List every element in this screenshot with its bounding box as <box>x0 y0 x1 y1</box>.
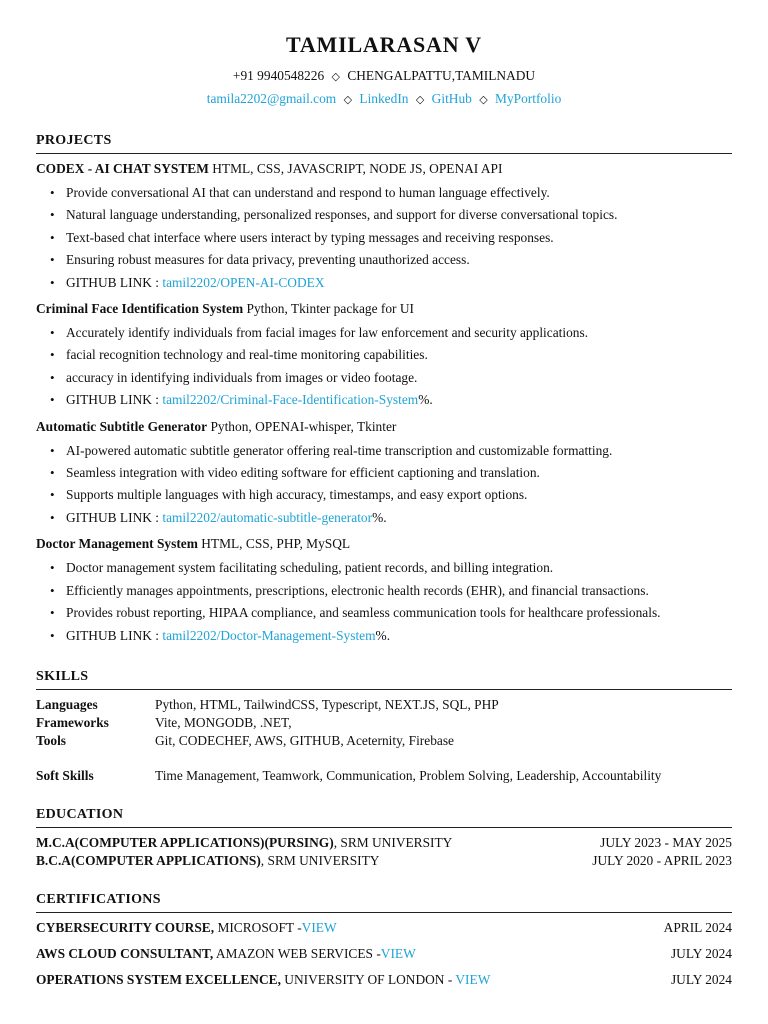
skill-value: Git, CODECHEF, AWS, GITHUB, Aceternity, Firebase <box>155 732 454 748</box>
list-item: • Doctor management system facilitating scheduling, patient records, and billing integration. <box>36 557 732 579</box>
education-dates: JULY 2020 - APRIL 2023 <box>592 852 732 868</box>
skill-row-languages <box>36 696 732 714</box>
certifications-list <box>36 915 732 993</box>
education-entry <box>36 834 452 852</box>
skill-key: Frameworks <box>36 714 109 730</box>
list-item: • Text-based chat interface where users interact by typing messages and receiving responses. <box>36 227 732 249</box>
github-repo-link[interactable]: tamil2202/OPEN-AI-CODEX <box>162 274 325 290</box>
skills-heading: SKILLS <box>36 669 732 690</box>
contact-line-2 <box>36 88 732 111</box>
separator-diamond-icon: ◇ <box>479 94 488 106</box>
separator-diamond-icon: ◇ <box>343 94 353 106</box>
cert-issuer: UNIVERSITY OF LONDON - <box>280 971 456 987</box>
project-title: Doctor Management System <box>36 536 198 552</box>
project-header <box>36 535 732 553</box>
github-list-item <box>36 272 732 294</box>
projects-heading: PROJECTS <box>36 133 732 154</box>
github-label: GITHUB LINK : <box>66 392 159 408</box>
project-bullets <box>36 182 732 294</box>
project-header <box>36 160 732 178</box>
cert-date: JULY 2024 <box>670 945 732 961</box>
degree: B.C.A(COMPUTER APPLICATIONS) <box>36 852 261 868</box>
certifications-heading: CERTIFICATIONS <box>36 892 732 913</box>
list-item: • Accurately identify individuals from facial images for law enforcement and security applications. <box>36 322 732 344</box>
list-item: • accuracy in identifying individuals from images or video footage. <box>36 367 732 389</box>
education-heading: EDUCATION <box>36 807 732 828</box>
list-item: • Provide conversational AI that can understand and respond to human language effectively. <box>36 182 732 204</box>
location: CHENGALPATTU,TAMILNADU <box>347 68 536 83</box>
project-tech: HTML, CSS, PHP, MySQL <box>201 536 351 552</box>
cert-entry <box>36 967 490 993</box>
degree: M.C.A(COMPUTER APPLICATIONS)(PURSING) <box>36 834 334 850</box>
skill-row-soft-skills <box>36 767 732 785</box>
skill-row-tools <box>36 732 732 750</box>
contact-line-1 <box>36 65 732 88</box>
skill-value: Time Management, Teamwork, Communication, Problem Solving, Leadership, Accountability <box>155 767 662 783</box>
email-link[interactable]: tamila2202@gmail.com <box>206 91 337 106</box>
skill-value: Python, HTML, TailwindCSS, Typescript, NEXT.JS, SQL, PHP <box>155 696 499 712</box>
github-repo-link[interactable]: tamil2202/Doctor-Management-System <box>162 627 376 643</box>
skills-list <box>36 696 732 785</box>
list-item: • Natural language understanding, personalized responses, and support for diverse conversational topics. <box>36 204 732 226</box>
github-repo-link[interactable]: tamil2202/Criminal-Face-Identification-System <box>162 392 419 408</box>
project-bullets <box>36 440 732 530</box>
github-label: GITHUB LINK : <box>66 509 159 525</box>
education-dates: JULY 2023 - MAY 2025 <box>600 834 732 850</box>
project-codex <box>36 160 732 294</box>
education-list <box>36 834 732 870</box>
github-suffix: %. <box>372 509 387 525</box>
project-title: CODEX - AI CHAT SYSTEM <box>36 161 209 176</box>
project-title: Criminal Face Identification System <box>36 301 244 317</box>
cert-row-aws <box>36 941 732 967</box>
github-list-item <box>36 507 732 529</box>
cert-date: JULY 2024 <box>670 971 732 987</box>
list-item: • Seamless integration with video editing software for efficient captioning and translation. <box>36 462 732 484</box>
project-bullets <box>36 322 732 412</box>
cert-entry <box>36 941 416 967</box>
education-row-bca <box>36 852 732 870</box>
list-item: • facial recognition technology and real-time monitoring capabilities. <box>36 344 732 366</box>
project-header <box>36 300 732 318</box>
education-entry <box>36 852 379 870</box>
cert-view-link[interactable]: VIEW <box>301 919 337 935</box>
github-list-item <box>36 625 732 647</box>
skill-key: Languages <box>36 696 98 712</box>
github-list-item <box>36 389 732 411</box>
github-repo-link[interactable]: tamil2202/automatic-subtitle-generator <box>162 509 373 525</box>
cert-course: OPERATIONS SYSTEM EXCELLENCE, <box>36 971 281 987</box>
skill-row-frameworks <box>36 714 732 732</box>
cert-row-cybersecurity <box>36 915 732 941</box>
separator-diamond-icon: ◇ <box>331 71 340 83</box>
resume-page <box>36 30 732 993</box>
candidate-name: TAMILARASAN V <box>286 32 482 57</box>
cert-course: CYBERSECURITY COURSE, <box>36 919 215 935</box>
list-item: • AI-powered automatic subtitle generator offering real-time transcription and customizable formatting. <box>36 440 732 462</box>
cert-date: APRIL 2024 <box>663 919 732 935</box>
project-criminal-face <box>36 300 732 412</box>
project-title: Automatic Subtitle Generator <box>36 418 208 434</box>
cert-issuer: AMAZON WEB SERVICES - <box>213 945 381 961</box>
list-item: • Ensuring robust measures for data privacy, preventing unauthorized access. <box>36 249 732 271</box>
project-tech: HTML, CSS, JAVASCRIPT, NODE JS, OPENAI API <box>212 161 503 176</box>
education-row-mca <box>36 834 732 852</box>
project-subtitle-generator <box>36 418 732 530</box>
list-item: • Supports multiple languages with high accuracy, timestamps, and easy export options. <box>36 484 732 506</box>
project-header <box>36 418 732 436</box>
github-label: GITHUB LINK : <box>66 274 159 290</box>
school: , SRM UNIVERSITY <box>333 834 453 850</box>
linkedin-link[interactable]: LinkedIn <box>359 91 409 106</box>
cert-view-link[interactable]: VIEW <box>380 945 416 961</box>
github-suffix: %. <box>418 392 433 408</box>
github-suffix: %. <box>375 627 391 643</box>
skill-key: Soft Skills <box>36 767 94 783</box>
phone-number: +91 9940548226 <box>232 68 325 83</box>
contact-block <box>36 65 732 111</box>
github-link[interactable]: GitHub <box>431 91 472 106</box>
github-label: GITHUB LINK : <box>66 627 159 643</box>
separator-diamond-icon: ◇ <box>415 94 425 106</box>
project-doctor-management <box>36 535 732 647</box>
list-item: • Efficiently manages appointments, prescriptions, electronic health records (EHR), and financial transactions. <box>36 580 732 602</box>
portfolio-link[interactable]: MyPortfolio <box>495 91 562 106</box>
project-bullets <box>36 557 732 647</box>
project-tech: Python, Tkinter package for UI <box>246 301 414 317</box>
cert-issuer: MICROSOFT - <box>214 919 302 935</box>
cert-course: AWS CLOUD CONSULTANT, <box>36 945 214 961</box>
cert-row-operations <box>36 967 732 993</box>
skill-value: Vite, MONGODB, .NET, <box>155 714 292 730</box>
project-tech: Python, OPENAI-whisper, Tkinter <box>210 418 397 434</box>
school: , SRM UNIVERSITY <box>260 852 380 868</box>
list-item: • Provides robust reporting, HIPAA compliance, and seamless communication tools for healthcare professionals. <box>36 602 732 624</box>
skill-key: Tools <box>36 732 67 748</box>
cert-view-link[interactable]: VIEW <box>455 971 491 987</box>
cert-entry <box>36 915 337 941</box>
